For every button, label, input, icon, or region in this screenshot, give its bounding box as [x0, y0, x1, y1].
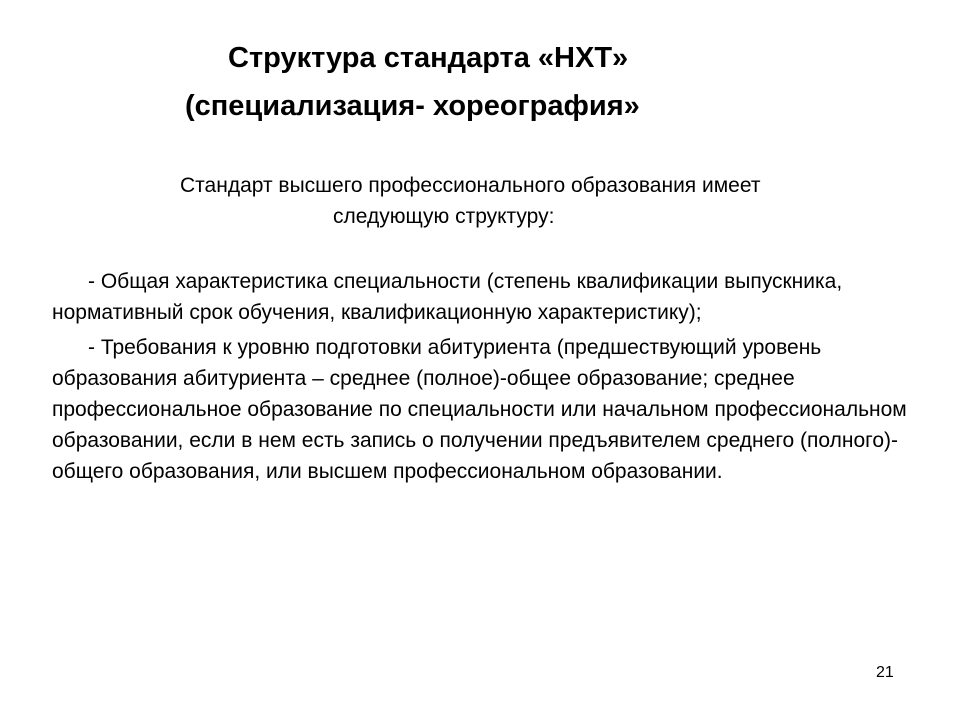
slide-title	[0, 34, 960, 130]
bullet-item-general-characteristics: - Общая характеристика специальности (степень квалификации выпускника, нормативный срок обучения, квалификационную характеристику);	[52, 270, 843, 324]
intro-paragraph	[0, 170, 960, 232]
slide-title-line-1: Структура стандарта «НХТ»	[228, 42, 629, 74]
bullet-list	[52, 266, 912, 487]
page-number: 21	[876, 664, 894, 681]
slide-title-line-2: (специализация- хореография»	[185, 90, 640, 122]
intro-line-1: Стандарт высшего профессионального образования имеет	[180, 174, 761, 197]
bullet-item-applicant-requirements: - Требования к уровню подготовки абитуриента (предшествующий уровень образования абитуриента – среднее (полное)-общее образование; среднее профессиональное образование по специальности или начальном профессиональном образовании, если в нем есть запись о получении предъявителем среднего (полного)-общего образования, или высшем профессиональном образовании.	[52, 336, 907, 483]
intro-line-2: следующую структуру:	[333, 205, 555, 228]
